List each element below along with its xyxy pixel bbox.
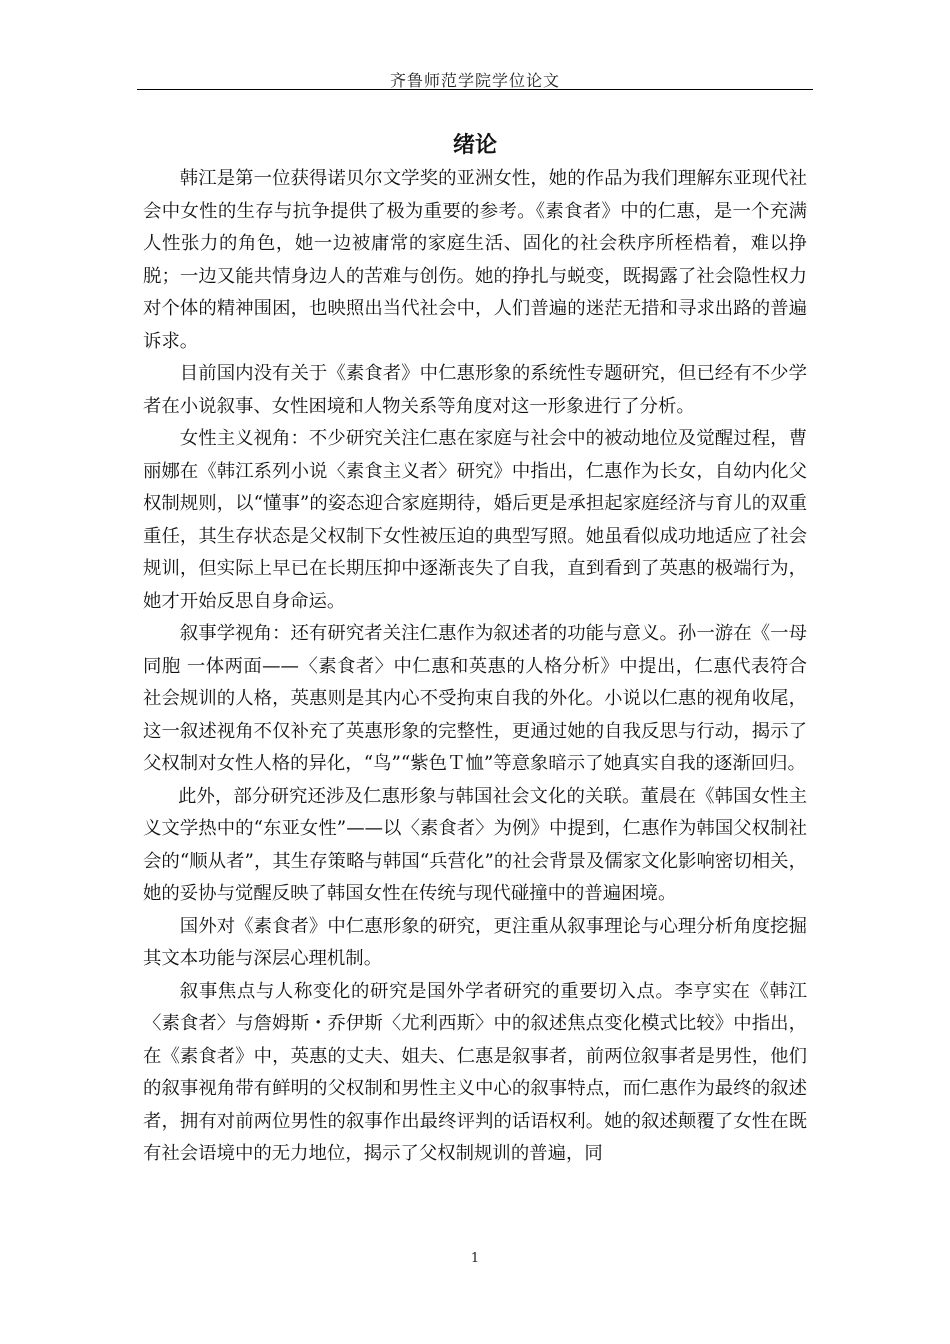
paragraph-domestic-research: 目前国内没有关于《素食者》中仁惠形象的系统性专题研究，但已经有不少学者在小说叙事、女性困境和人物关系等角度对这一形象进行了分析。 [143, 363, 807, 417]
paragraph-narratology-view: 叙事学视角：还有研究者关注仁惠作为叙述者的功能与意义。孙一游在《一母同胞 一体两面——〈素食者〉中仁惠和英惠的人格分析》中提出，仁惠代表符合社会规训的人格，英惠则是其内心不受拘束自我的外化。小说以仁惠的视角收尾，这一叙述视角不仅补充了英惠形象的完整性，更通过她的自我反思与行动，揭示了父权制对女性人格的异化，“鸟”“紫色Ｔ恤”等意象暗示了她真实自我的逐渐回归。 [143, 623, 807, 774]
paragraph-foreign-research: 国外对《素食者》中仁惠形象的研究，更注重从叙事理论与心理分析角度挖掘其文本功能与深层心理机制。 [143, 915, 807, 969]
paragraph-feminist-view: 女性主义视角：不少研究关注仁惠在家庭与社会中的被动地位及觉醒过程，曹丽娜在《韩江系列小说〈素食主义者〉研究》中指出，仁惠作为长女，自幼内化父权制规则，以“懂事”的姿态迎合家庭期待，婚后更是承担起家庭经济与育儿的双重重任，其生存状态是父权制下女性被压迫的典型写照。她虽看似成功地适应了社会规训，但实际上早已在长期压抑中逐渐丧失了自我，直到看到了英惠的极端行为，她才开始反思自身命运。 [143, 428, 807, 612]
page-number: 1 [470, 1251, 480, 1266]
paragraph-social-culture: 此外，部分研究还涉及仁惠形象与韩国社会文化的关联。董晨在《韩国女性主义文学热中的“东亚女性”——以〈素食者〉为例》中提到，仁惠作为韩国父权制社会的“顺从者”，其生存策略与韩国“兵营化”的社会背景及儒家文化影响密切相关，她的妥协与觉醒反映了韩国女性在传统与现代碰撞中的普遍困境。 [143, 785, 807, 904]
header-rule [137, 89, 813, 90]
page-title: 绪论 [452, 133, 497, 158]
paragraph-narrative-focus: 叙事焦点与人称变化的研究是国外学者研究的重要切入点。李亨实在《韩江〈素食者〉与詹姆斯・乔伊斯〈尤利西斯〉中的叙述焦点变化模式比较》中指出，在《素食者》中，英惠的丈夫、姐夫、仁惠是叙事者，前两位叙事者是男性，他们的叙事视角带有鲜明的父权制和男性主义中心的叙事特点，而仁惠作为最终的叙述者，拥有对前两位男性的叙事作出最终评判的话语权利。她的叙述颠覆了女性在既有社会语境中的无力地位，揭示了父权制规训的普遍，同 [143, 980, 807, 1164]
paragraph-intro: 韩江是第一位获得诺贝尔文学奖的亚洲女性，她的作品为我们理解东亚现代社会中女性的生存与抗争提供了极为重要的参考。《素食者》中的仁惠，是一个充满人性张力的角色，她一边被庸常的家庭生活、固化的社会秩序所桎梏着，难以挣脱；一边又能共情身边人的苦难与创伤。她的挣扎与蜕变，既揭露了社会隐性权力对个体的精神围困，也映照出当代社会中，人们普遍的迷茫无措和寻求出路的普遍诉求。 [143, 168, 807, 352]
running-header: 齐鲁师范学院学位论文 [389, 71, 560, 90]
body-text [143, 163, 807, 1171]
